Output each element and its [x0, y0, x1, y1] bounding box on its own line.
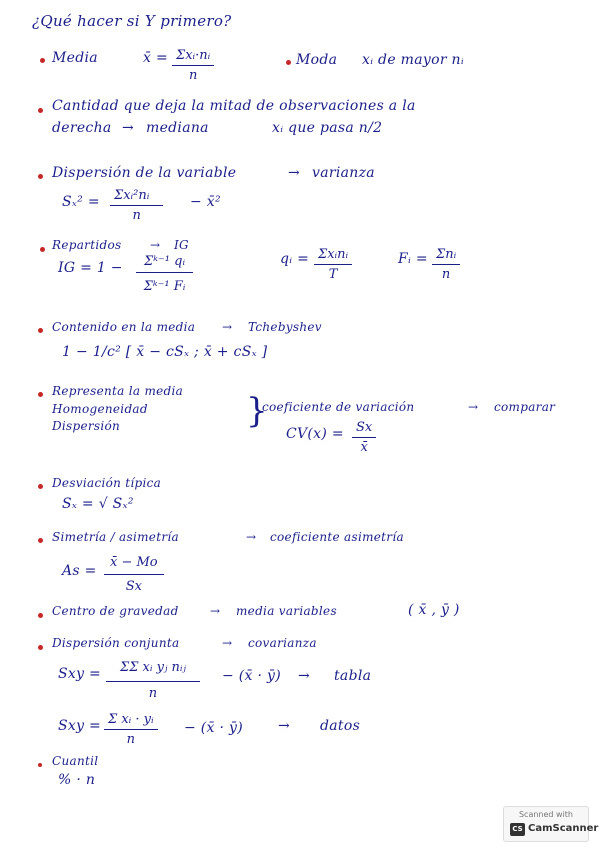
arrow: → — [122, 120, 135, 136]
moda-label: Moda — [296, 52, 338, 68]
cv-result: comparar — [494, 400, 556, 414]
q-fraction — [314, 247, 352, 282]
chebyshev-formula: 1 − 1/c² [ x̄ − cSₓ ; x̄ + cSₓ ] — [62, 344, 268, 360]
varianza-denominator: n — [132, 208, 141, 223]
page-title: ¿Qué hacer si Y primero? — [32, 12, 232, 30]
cov-datos-tail: − (x̄ · ȳ) — [184, 720, 243, 736]
covarianza-result: covarianza — [248, 636, 317, 650]
bullet — [38, 613, 43, 618]
varianza-tail: − x̄² — [190, 194, 221, 210]
mediana-result: mediana — [146, 120, 209, 136]
arrow: → — [246, 530, 257, 544]
f-fraction — [432, 247, 460, 282]
cv-numerator: Sx — [352, 420, 376, 438]
bullet — [38, 108, 43, 113]
simetria-numerator: x̄ − Mo — [104, 555, 164, 575]
varianza-result: varianza — [312, 165, 375, 181]
cuantil-text: Cuantil — [52, 754, 99, 768]
arrow: → — [210, 604, 221, 618]
chebyshev-result: Tchebyshev — [248, 320, 322, 334]
bullet — [38, 645, 43, 650]
media-denominator: n — [188, 68, 198, 83]
cov-datos-lhs: Sxy = — [58, 718, 102, 734]
q-lhs: qᵢ = — [280, 251, 310, 267]
desviacion-formula: Sₓ = √ Sₓ² — [62, 496, 134, 512]
bullet — [38, 763, 42, 767]
bullet — [38, 392, 43, 397]
simetria-fraction — [104, 555, 164, 594]
f-lhs: Fᵢ = — [398, 251, 428, 267]
f-numerator: Σnᵢ — [432, 247, 460, 265]
moda-text: xᵢ de mayor nᵢ — [362, 52, 464, 68]
bullet — [38, 174, 43, 179]
mediana-text-1: Cantidad que deja la mitad de observaciones a la — [52, 98, 416, 114]
ig-fraction — [136, 254, 193, 294]
arrow: → — [468, 400, 479, 414]
camscanner-logo-icon: CS — [510, 823, 525, 836]
varianza-fraction — [110, 188, 163, 223]
media-formula-lhs: x̄ = — [143, 50, 168, 66]
bullet — [40, 58, 45, 63]
chebyshev-text: Contenido en la media — [52, 320, 196, 334]
cov-tabla-lhs: Sxy = — [58, 666, 102, 682]
arrow: → — [298, 668, 311, 684]
representa-line-3: Dispersión — [52, 419, 121, 433]
arrow: → — [278, 718, 291, 734]
brace: } — [246, 391, 268, 431]
centro-result: media variables — [236, 604, 337, 618]
cov-tabla-fraction — [106, 660, 200, 701]
q-numerator: Σxᵢnᵢ — [314, 247, 352, 265]
cv-lhs: CV(x) = — [286, 426, 344, 442]
centro-formula: ( x̄ , ȳ ) — [408, 602, 460, 618]
cuantil-formula: % · n — [58, 772, 96, 788]
arrow: → — [222, 636, 233, 650]
bullet — [38, 484, 43, 489]
reparto-text: Repartidos — [52, 238, 122, 252]
varianza-lhs: Sₓ² = — [62, 194, 100, 210]
representa-line-2: Homogeneidad — [52, 402, 148, 416]
cv-denominator: x̄ — [360, 440, 368, 455]
cov-datos-denominator: n — [126, 732, 135, 747]
mediana-text-2: derecha — [52, 120, 112, 136]
centro-text: Centro de gravedad — [52, 604, 179, 618]
stamp-caption: Scanned with — [518, 810, 574, 819]
reparto-result: IG — [174, 238, 189, 252]
arrow: → — [288, 165, 301, 181]
representa-line-1: Representa la media — [52, 384, 184, 398]
mediana-note: xᵢ que pasa n/2 — [272, 120, 383, 136]
cv-fraction — [352, 420, 376, 455]
arrow: → — [150, 238, 161, 252]
arrow: → — [222, 320, 233, 334]
cov-tabla-numerator: ΣΣ xᵢ yⱼ nᵢⱼ — [106, 660, 200, 682]
cov-datos-result: datos — [320, 718, 361, 734]
simetria-result: coeficiente asimetría — [270, 530, 404, 544]
cv-text: coeficiente de variación — [262, 400, 415, 414]
ig-numerator: Σᵏ⁻¹ qᵢ — [136, 254, 193, 273]
f-denominator: n — [441, 267, 451, 282]
bullet — [38, 328, 43, 333]
bullet — [38, 538, 43, 543]
camscanner-stamp — [503, 806, 599, 842]
bullet — [286, 60, 291, 65]
media-numerator: Σxᵢ·nᵢ — [172, 48, 214, 66]
media-fraction — [172, 48, 214, 83]
media-label: Media — [52, 50, 98, 66]
cov-datos-fraction — [104, 712, 158, 747]
simetria-lhs: As = — [62, 563, 97, 579]
bullet — [40, 247, 45, 252]
q-denominator: T — [328, 267, 338, 282]
cov-tabla-result: tabla — [334, 668, 372, 684]
cov-tabla-tail: − (x̄ · ȳ) — [222, 668, 281, 684]
simetria-text: Simetría / asimetría — [52, 530, 179, 544]
cov-datos-numerator: Σ xᵢ · yᵢ — [104, 712, 158, 730]
simetria-denominator: Sx — [125, 579, 142, 594]
varianza-numerator: Σxᵢ²nᵢ — [110, 188, 163, 206]
varianza-text: Dispersión de la variable — [52, 165, 237, 181]
cov-tabla-denominator: n — [148, 686, 158, 701]
ig-denominator: Σᵏ⁻¹ Fᵢ — [143, 279, 186, 294]
covarianza-text: Dispersión conjunta — [52, 636, 180, 650]
desviacion-text: Desviación típica — [52, 476, 162, 490]
ig-lhs: IG = 1 − — [58, 260, 123, 276]
stamp-brand: CamScanner — [528, 823, 599, 834]
